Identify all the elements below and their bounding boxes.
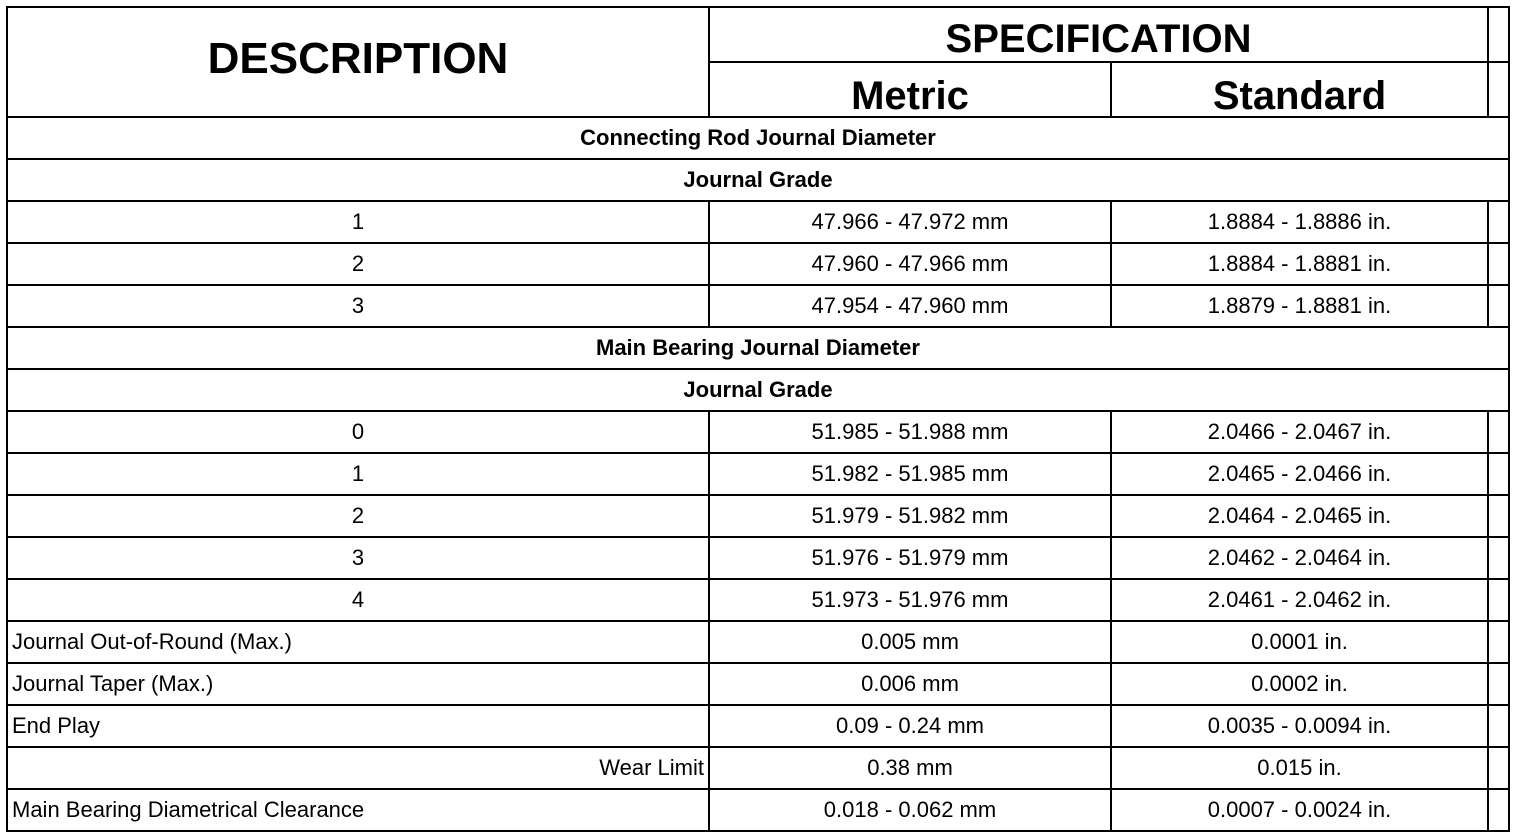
specification-table <box>6 6 1510 832</box>
standard-cell: 0.0007 - 0.0024 in. <box>1111 789 1488 831</box>
metric-header: Metric <box>709 62 1111 117</box>
metric-cell: 51.976 - 51.979 mm <box>709 537 1111 579</box>
standard-cell: 1.8884 - 1.8881 in. <box>1111 243 1488 285</box>
table-body <box>7 117 1509 831</box>
metric-cell: 47.954 - 47.960 mm <box>709 285 1111 327</box>
description-cell: 2 <box>7 243 709 285</box>
table-edge-cell <box>1488 62 1509 117</box>
section-row <box>7 369 1509 411</box>
metric-cell: 47.960 - 47.966 mm <box>709 243 1111 285</box>
metric-cell: 0.38 mm <box>709 747 1111 789</box>
metric-cell: 51.982 - 51.985 mm <box>709 453 1111 495</box>
table-row <box>7 537 1509 579</box>
description-cell: 2 <box>7 495 709 537</box>
table-edge-cell <box>1488 495 1509 537</box>
table-edge-cell <box>1488 705 1509 747</box>
table-row <box>7 705 1509 747</box>
metric-cell: 0.018 - 0.062 mm <box>709 789 1111 831</box>
table-edge-cell <box>1488 243 1509 285</box>
metric-cell: 51.979 - 51.982 mm <box>709 495 1111 537</box>
table-row <box>7 621 1509 663</box>
table-edge-cell <box>1488 411 1509 453</box>
table-edge-cell <box>1488 621 1509 663</box>
table-row <box>7 663 1509 705</box>
standard-cell: 2.0461 - 2.0462 in. <box>1111 579 1488 621</box>
table-header <box>7 7 1509 117</box>
table-edge-cell <box>1488 201 1509 243</box>
table-edge-cell <box>1488 579 1509 621</box>
table-row <box>7 243 1509 285</box>
description-cell: 1 <box>7 201 709 243</box>
table-row <box>7 201 1509 243</box>
table-edge-cell <box>1488 663 1509 705</box>
table-edge-cell <box>1488 789 1509 831</box>
standard-cell: 2.0465 - 2.0466 in. <box>1111 453 1488 495</box>
section-row <box>7 117 1509 159</box>
table-edge-cell <box>1488 747 1509 789</box>
metric-cell: 0.006 mm <box>709 663 1111 705</box>
standard-cell: 0.0001 in. <box>1111 621 1488 663</box>
metric-cell: 0.005 mm <box>709 621 1111 663</box>
metric-cell: 0.09 - 0.24 mm <box>709 705 1111 747</box>
standard-cell: 1.8884 - 1.8886 in. <box>1111 201 1488 243</box>
description-cell: 3 <box>7 537 709 579</box>
description-cell: Journal Taper (Max.) <box>7 663 709 705</box>
standard-cell: 0.0035 - 0.0094 in. <box>1111 705 1488 747</box>
table-edge-cell <box>1488 7 1509 62</box>
table-row <box>7 789 1509 831</box>
table-row <box>7 453 1509 495</box>
description-cell: Journal Out-of-Round (Max.) <box>7 621 709 663</box>
standard-cell: 2.0466 - 2.0467 in. <box>1111 411 1488 453</box>
description-cell: Wear Limit <box>7 747 709 789</box>
section-row <box>7 327 1509 369</box>
table-row <box>7 747 1509 789</box>
standard-cell: 1.8879 - 1.8881 in. <box>1111 285 1488 327</box>
table-edge-cell <box>1488 285 1509 327</box>
metric-cell: 51.985 - 51.988 mm <box>709 411 1111 453</box>
description-cell: 1 <box>7 453 709 495</box>
table-row <box>7 495 1509 537</box>
description-cell: 4 <box>7 579 709 621</box>
section-row <box>7 159 1509 201</box>
section-title: Main Bearing Journal Diameter <box>7 327 1509 369</box>
table-edge-cell <box>1488 537 1509 579</box>
standard-cell: 2.0462 - 2.0464 in. <box>1111 537 1488 579</box>
specification-header: SPECIFICATION <box>709 7 1488 62</box>
standard-cell: 2.0464 - 2.0465 in. <box>1111 495 1488 537</box>
standard-cell: 0.0002 in. <box>1111 663 1488 705</box>
standard-header: Standard <box>1111 62 1488 117</box>
metric-cell: 51.973 - 51.976 mm <box>709 579 1111 621</box>
description-cell: Main Bearing Diametrical Clearance <box>7 789 709 831</box>
table-edge-cell <box>1488 453 1509 495</box>
standard-cell: 0.015 in. <box>1111 747 1488 789</box>
table-row <box>7 411 1509 453</box>
table-row <box>7 285 1509 327</box>
section-title: Journal Grade <box>7 369 1509 411</box>
description-cell: End Play <box>7 705 709 747</box>
section-title: Journal Grade <box>7 159 1509 201</box>
description-cell: 3 <box>7 285 709 327</box>
table-row <box>7 579 1509 621</box>
section-title: Connecting Rod Journal Diameter <box>7 117 1509 159</box>
description-cell: 0 <box>7 411 709 453</box>
description-header: DESCRIPTION <box>7 7 709 117</box>
metric-cell: 47.966 - 47.972 mm <box>709 201 1111 243</box>
